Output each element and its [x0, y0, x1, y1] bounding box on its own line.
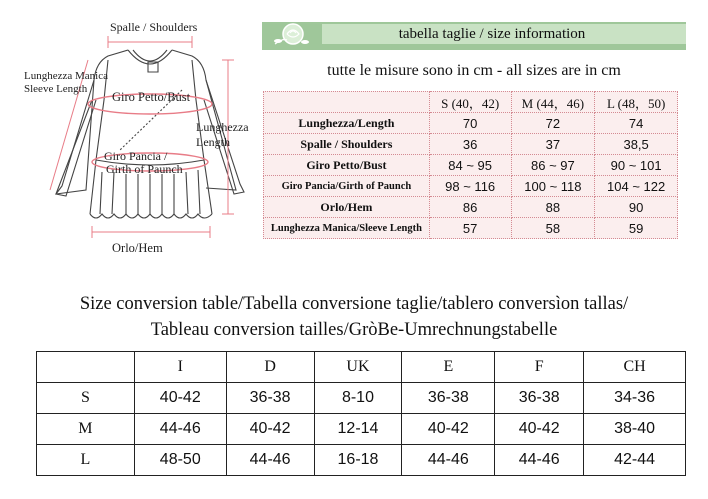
conversion-cell: 38-40 — [584, 414, 686, 445]
size-table-col-header: L (48，50) — [595, 92, 678, 113]
conversion-cell: 42-44 — [584, 445, 686, 476]
size-table-cell: 104 ~ 122 — [595, 176, 678, 197]
sleeve-label-line2: Sleeve Length — [24, 83, 88, 95]
size-table-row — [264, 113, 678, 134]
conversion-cell: 44-46 — [134, 414, 226, 445]
conversion-header-row — [37, 352, 686, 383]
size-table-row-label: Giro Pancia/Girth of Paunch — [264, 176, 430, 197]
size-table-row-label: Lunghezza/Length — [264, 113, 430, 134]
size-table-cell: 90 — [595, 197, 678, 218]
size-table — [263, 91, 678, 239]
size-table-cell: 100 ~ 118 — [511, 176, 595, 197]
header-title: tabella taglie / size information — [398, 26, 586, 42]
conversion-col-header: I — [134, 352, 226, 383]
header-subtitle: tutte le misure sono in cm - all sizes are in cm — [327, 62, 621, 79]
size-table-row — [264, 218, 678, 239]
conversion-cell: 16-18 — [314, 445, 402, 476]
bust-label: Giro Petto/Bust — [112, 90, 191, 104]
size-table-cell: 86 ~ 97 — [511, 155, 595, 176]
size-table-cell: 37 — [511, 134, 595, 155]
size-table-header-row — [264, 92, 678, 113]
conversion-cell: 12-14 — [314, 414, 402, 445]
conversion-cell: 40-42 — [226, 414, 314, 445]
size-table-cell: 38,5 — [595, 134, 678, 155]
size-table-cell: 98 ~ 116 — [429, 176, 511, 197]
size-table-corner — [264, 92, 430, 113]
conversion-cell: 36-38 — [402, 383, 495, 414]
hem-label: Orlo/Hem — [112, 241, 163, 255]
conversion-title-line1: Size conversion table/Tabella conversione taglie/tablero conversìon tallas/ — [79, 294, 629, 314]
length-label-line2: Length — [196, 135, 230, 149]
conversion-table — [36, 351, 686, 476]
conversion-size-label: L — [37, 445, 135, 476]
sleeve-label-line1: Lunghezza Manica — [24, 70, 108, 82]
conversion-size-label: M — [37, 414, 135, 445]
size-table-cell: 72 — [511, 113, 595, 134]
size-table-cell: 59 — [595, 218, 678, 239]
conversion-title-line2: Tableau conversion tailles/GròBe-Umrechnungstabelle — [150, 320, 558, 340]
conversion-cell: 48-50 — [134, 445, 226, 476]
size-table-cell: 86 — [429, 197, 511, 218]
size-table-row-label: Giro Petto/Bust — [264, 155, 430, 176]
conversion-col-header: D — [226, 352, 314, 383]
size-table-row — [264, 176, 678, 197]
size-table-cell: 74 — [595, 113, 678, 134]
conversion-row — [37, 383, 686, 414]
conversion-col-header: CH — [584, 352, 686, 383]
paunch-label-line1: Giro Pancia / — [104, 149, 168, 163]
conversion-row — [37, 414, 686, 445]
size-table-cell: 88 — [511, 197, 595, 218]
length-label-line1: Lunghezza — [196, 120, 249, 134]
size-table-col-header: M (44，46) — [511, 92, 595, 113]
conversion-col-header: F — [495, 352, 584, 383]
size-table-row-label: Spalle / Shoulders — [264, 134, 430, 155]
size-table-row — [264, 197, 678, 218]
conversion-cell: 36-38 — [226, 383, 314, 414]
size-table-cell: 90 ~ 101 — [595, 155, 678, 176]
conversion-col-header: E — [402, 352, 495, 383]
conversion-col-header: UK — [314, 352, 402, 383]
size-table-row — [264, 134, 678, 155]
size-table-row-label: Lunghezza Manica/Sleeve Length — [264, 218, 430, 239]
size-table-col-header: S (40，42) — [429, 92, 511, 113]
size-table-cell: 57 — [429, 218, 511, 239]
conversion-cell: 44-46 — [226, 445, 314, 476]
conversion-cell: 8-10 — [314, 383, 402, 414]
size-table-row-label: Orlo/Hem — [264, 197, 430, 218]
conversion-cell: 40-42 — [134, 383, 226, 414]
conversion-cell: 34-36 — [584, 383, 686, 414]
conversion-cell: 40-42 — [495, 414, 584, 445]
conversion-cell: 40-42 — [402, 414, 495, 445]
size-table-cell: 36 — [429, 134, 511, 155]
size-table-cell: 58 — [511, 218, 595, 239]
size-table-cell: 70 — [429, 113, 511, 134]
conversion-cell: 44-46 — [495, 445, 584, 476]
conversion-corner — [37, 352, 135, 383]
conversion-title — [0, 291, 708, 343]
shoulders-label: Spalle / Shoulders — [110, 20, 198, 34]
size-table-row — [264, 155, 678, 176]
size-table-cell: 84 ~ 95 — [429, 155, 511, 176]
paunch-label-line2: Girth of Paunch — [106, 162, 183, 176]
conversion-cell: 36-38 — [495, 383, 584, 414]
rose-logo-icon — [265, 20, 315, 50]
conversion-size-label: S — [37, 383, 135, 414]
conversion-row — [37, 445, 686, 476]
conversion-cell: 44-46 — [402, 445, 495, 476]
